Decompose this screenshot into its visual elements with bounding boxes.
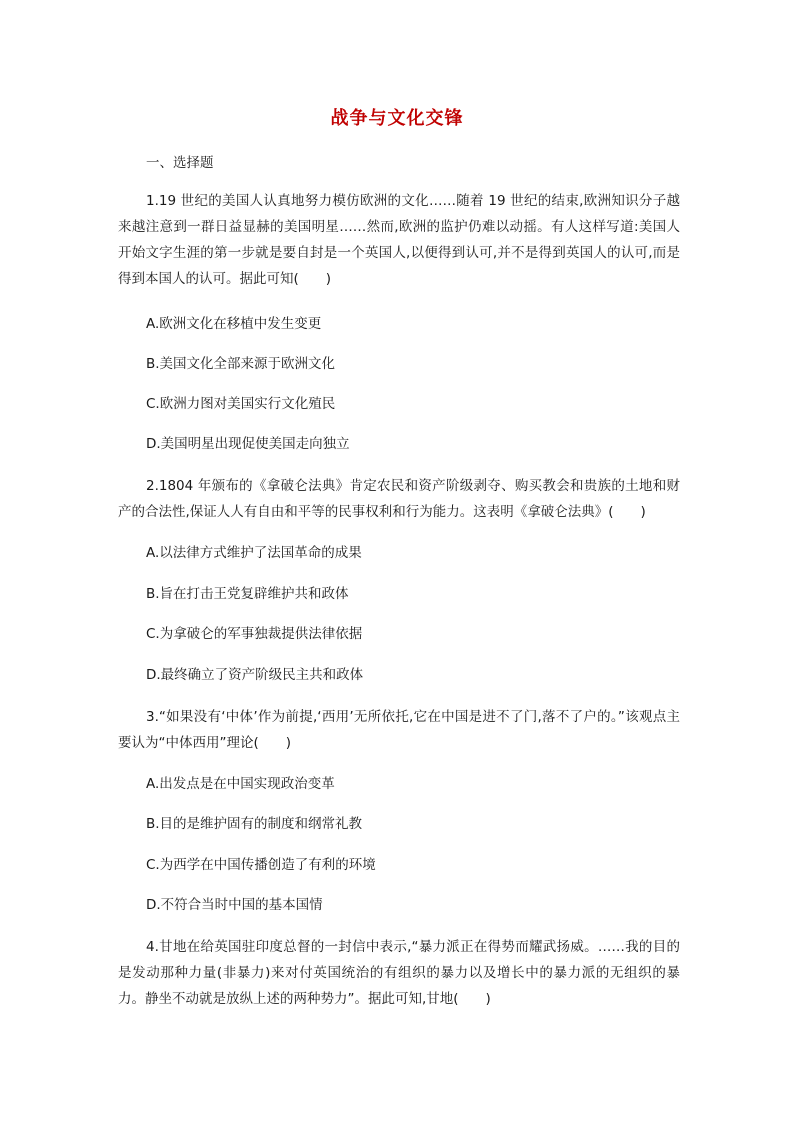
question-2-option-d: D.最终确立了资产阶级民主共和政体 [146,667,364,683]
question-3-stem: 3.“如果没有‘中体’作为前提,‘西用’无所依托,它在中国是进不了门,落不了户的。”该观点主要认为“中体西用”理论( ) [118,709,680,751]
question-3-option-c: C.为西学在中国传播创造了有利的环境 [146,857,376,873]
question-1-option-a: A.欧洲文化在移植中发生变更 [146,316,322,332]
question-1-option-c: C.欧洲力图对美国实行文化殖民 [146,396,336,412]
page-title: 战争与文化交锋 [330,108,464,129]
question-1-stem: 1.19 世纪的美国人认真地努力模仿欧洲的文化……随着 19 世纪的结束,欧洲知识分子越来越注意到一群日益显赫的美国明星……然而,欧洲的监护仍难以动摇。有人这样写道:美国人开始文字生涯的第一步就是要自封是一个英国人,以便得到认可,并不是得到英国人的认可,而是得到本国人的认可。据此可知( ) [118,193,680,287]
question-2-option-a: A.以法律方式维护了法国革命的成果 [146,545,362,561]
question-1-option-d: D.美国明星出现促使美国走向独立 [146,436,350,452]
question-4-stem: 4.甘地在给英国驻印度总督的一封信中表示,“暴力派正在得势而耀武扬威。……我的目的是发动那种力量(非暴力)来对付英国统治的有组织的暴力以及增长中的暴力派的无组织的暴力。静坐不动就是放纵上述的两种势力”。据此可知,甘地( ) [118,939,680,1007]
question-2-option-c: C.为拿破仑的军事独裁提供法律依据 [146,626,363,642]
question-2-option-b: B.旨在打击王党复辟维护共和政体 [146,586,349,602]
question-3-option-a: A.出发点是在中国实现政治变革 [146,776,335,792]
question-3-option-d: D.不符合当时中国的基本国情 [146,897,323,913]
question-2-stem: 2.1804 年颁布的《拿破仑法典》肯定农民和资产阶级剥夺、购买教会和贵族的土地和财产的合法性,保证人人有自由和平等的民事权利和行为能力。这表明《拿破仑法典》( ) [118,478,680,520]
section-heading: 一、选择题 [146,155,214,171]
question-1-option-b: B.美国文化全部来源于欧洲文化 [146,356,336,372]
question-3-option-b: B.目的是维护固有的制度和纲常礼教 [146,816,363,832]
